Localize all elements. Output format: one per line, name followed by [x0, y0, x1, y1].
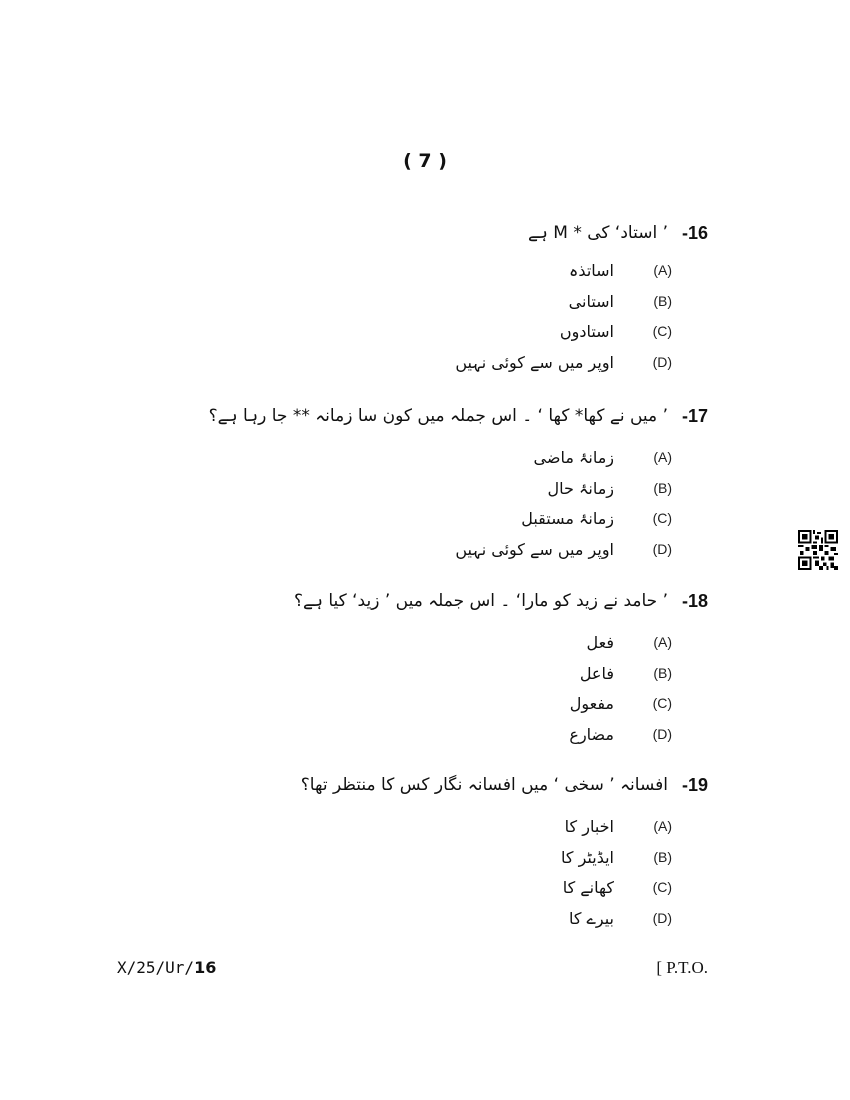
option-a	[148, 258, 708, 289]
option-c	[148, 875, 708, 906]
question-16	[148, 220, 708, 380]
option-text: کھانے کا	[562, 878, 614, 897]
paper-code	[117, 958, 216, 977]
option-c	[148, 691, 708, 722]
option-label: (C)	[652, 879, 672, 895]
option-a	[148, 445, 708, 476]
pto-label: [ P.T.O.	[656, 958, 708, 977]
option-d	[148, 906, 708, 937]
option-label: (B)	[653, 292, 672, 309]
question-18	[148, 588, 708, 752]
option-label: (B)	[653, 479, 672, 496]
option-text: زمانۂ حال	[547, 478, 614, 498]
option-text: اساتذہ	[569, 261, 614, 280]
option-label: (D)	[652, 540, 672, 557]
options-list	[148, 814, 708, 936]
option-text: بیرے کا	[568, 908, 614, 928]
option-b	[148, 845, 708, 876]
option-text: فاعل	[579, 663, 614, 683]
option-label: (A)	[653, 634, 672, 650]
option-b	[148, 661, 708, 692]
options-list	[148, 258, 708, 380]
question-header	[148, 588, 708, 614]
option-text: اوپر میں سے کوئی نہیں	[455, 539, 614, 559]
option-label: (D)	[652, 725, 672, 742]
question-17	[148, 403, 708, 567]
question-text: ’ میں نے کھا* کھا ‘ ۔ اس جملہ میں کون سا زمانہ ** جا رہا ہے؟	[208, 406, 668, 426]
option-d	[148, 537, 708, 568]
option-label: (C)	[652, 510, 672, 526]
option-text: ایڈیٹر کا	[561, 847, 614, 867]
qr-code-icon	[798, 530, 838, 570]
option-text: مضارع	[569, 724, 614, 744]
page-number: ( 7 )	[403, 150, 447, 172]
option-label: (B)	[653, 848, 672, 865]
question-header	[148, 403, 708, 429]
question-header	[148, 220, 708, 246]
question-number: -19	[681, 774, 708, 795]
option-text: مفعول	[569, 694, 614, 713]
options-list	[148, 630, 708, 752]
options-list	[148, 445, 708, 567]
option-text: اوپر میں سے کوئی نہیں	[455, 352, 614, 372]
question-number: -17	[681, 405, 708, 426]
option-c	[148, 506, 708, 537]
option-c	[148, 319, 708, 350]
option-label: (A)	[653, 449, 672, 465]
option-label: (A)	[653, 818, 672, 834]
option-label: (D)	[652, 353, 672, 370]
option-label: (D)	[652, 909, 672, 926]
question-text: ’ حامد نے زید کو مارا‘ ۔ اس جملہ میں ’ زید‘ کیا ہے؟	[294, 591, 668, 611]
question-header	[148, 772, 708, 798]
option-b	[148, 289, 708, 320]
option-text: زمانۂ ماضی	[533, 448, 614, 467]
option-d	[148, 722, 708, 753]
question-text: ’ استاد‘ کی * M ہے	[527, 223, 668, 243]
option-text: استانی	[568, 291, 614, 311]
option-a	[148, 630, 708, 661]
question-number: -16	[681, 222, 708, 243]
option-label: (C)	[652, 695, 672, 711]
option-label: (C)	[652, 323, 672, 339]
question-text: افسانہ ’ سخی ‘ میں افسانہ نگار کس کا منتظر تھا؟	[300, 775, 668, 795]
paper-code-prefix: X/25/Ur/	[117, 958, 195, 977]
option-label: (B)	[653, 664, 672, 681]
option-d	[148, 350, 708, 381]
option-text: فعل	[586, 633, 614, 652]
option-b	[148, 476, 708, 507]
option-text: استادوں	[559, 322, 614, 341]
option-a	[148, 814, 708, 845]
question-number: -18	[681, 590, 708, 611]
question-19	[148, 772, 708, 936]
paper-code-number: 16	[194, 958, 217, 977]
option-text: اخبار کا	[564, 817, 614, 836]
option-label: (A)	[653, 262, 672, 278]
option-text: زمانۂ مستقبل	[521, 509, 614, 528]
